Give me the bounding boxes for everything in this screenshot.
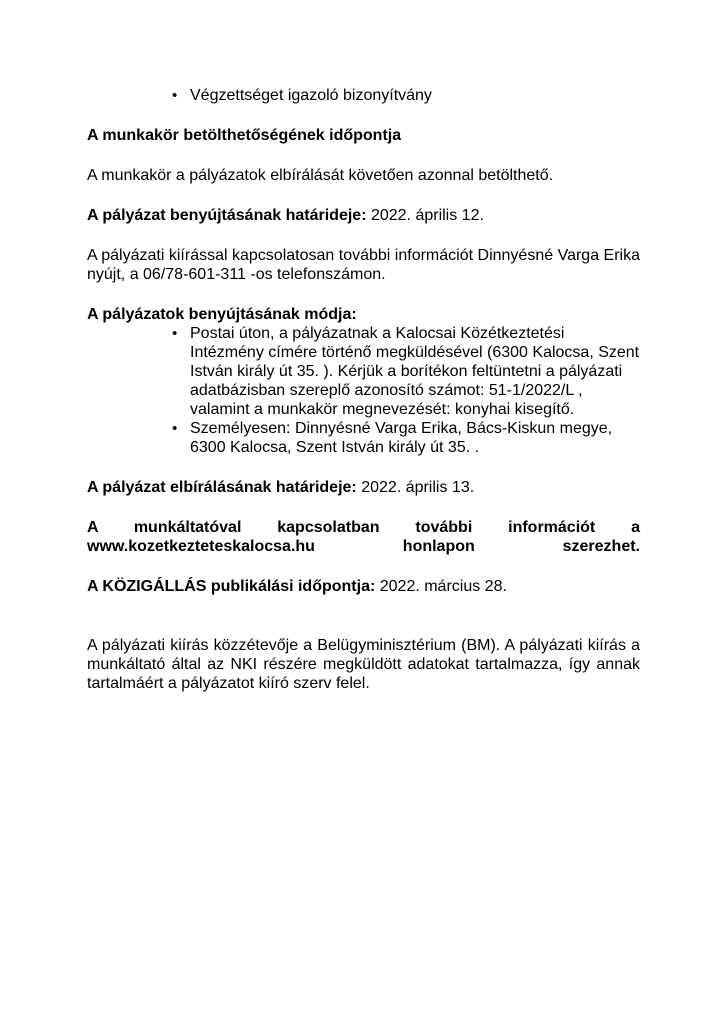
list-item-text: Végzettséget igazoló bizonyítvány xyxy=(190,87,432,104)
qualification-list xyxy=(87,86,640,105)
bullet-icon: • xyxy=(172,420,178,437)
submission-heading: A pályázatok benyújtásának módja: xyxy=(87,306,357,323)
bullet-icon: • xyxy=(172,87,178,104)
list-item-text: Személyesen: Dinnyésné Varga Erika, Bács-Kiskun megye, 6300 Kalocsa, Szent István király út 35. . xyxy=(190,420,613,456)
deadline-value: 2022. április 12. xyxy=(366,207,484,224)
evaluation-label: A pályázat elbírálásának határideje: xyxy=(87,479,357,496)
employer-info-paragraph: A munkáltatóval kapcsolatban további információt a www.kozetkezteteskalocsa.hu honlapon szerezhet. xyxy=(87,519,640,555)
deadline-label: A pályázat benyújtásának határideje: xyxy=(87,207,367,224)
list-item xyxy=(87,86,640,105)
publication-value: 2022. március 28. xyxy=(375,578,507,595)
deadline-paragraph xyxy=(87,206,640,225)
publication-paragraph xyxy=(87,577,640,596)
filling-heading: A munkakör betölthetőségének időpontja xyxy=(87,127,402,144)
publication-label: A KÖZIGÁLLÁS publikálási időpontja: xyxy=(87,578,376,595)
document-page xyxy=(87,86,640,693)
list-item-text: Postai úton, a pályázatnak a Kalocsai Közétkeztetési Intézmény címére történő megküldésével (6300 Kalocsa, Szent István király út 35. ). Kérjük a borítékon feltüntetni a pályázati adatbázisban szereplő azonosító számot: 51-1/2022/L , valamint a munkakör megnevezését: konyhai kisegítő. xyxy=(190,325,640,418)
list-item xyxy=(87,419,640,457)
evaluation-paragraph xyxy=(87,478,640,497)
list-item xyxy=(87,324,640,419)
closing-paragraph: A pályázati kiírás közzétevője a Belügyminisztérium (BM). A pályázati kiírás a munkáltató által az NKI részére megküldött adatokat tartalmazza, így annak tartalmáért a pályázatot kiíró szerv felel. xyxy=(87,637,640,692)
submission-list xyxy=(87,324,640,457)
bullet-icon: • xyxy=(172,325,178,342)
filling-text: A munkakör a pályázatok elbírálását követően azonnal betölthető. xyxy=(87,167,554,184)
evaluation-value: 2022. április 13. xyxy=(356,479,475,496)
info-paragraph: A pályázati kiírással kapcsolatosan további információt Dinnyésné Varga Erika nyújt, a 06/78-601-311 -os telefonszámon. xyxy=(87,247,640,283)
